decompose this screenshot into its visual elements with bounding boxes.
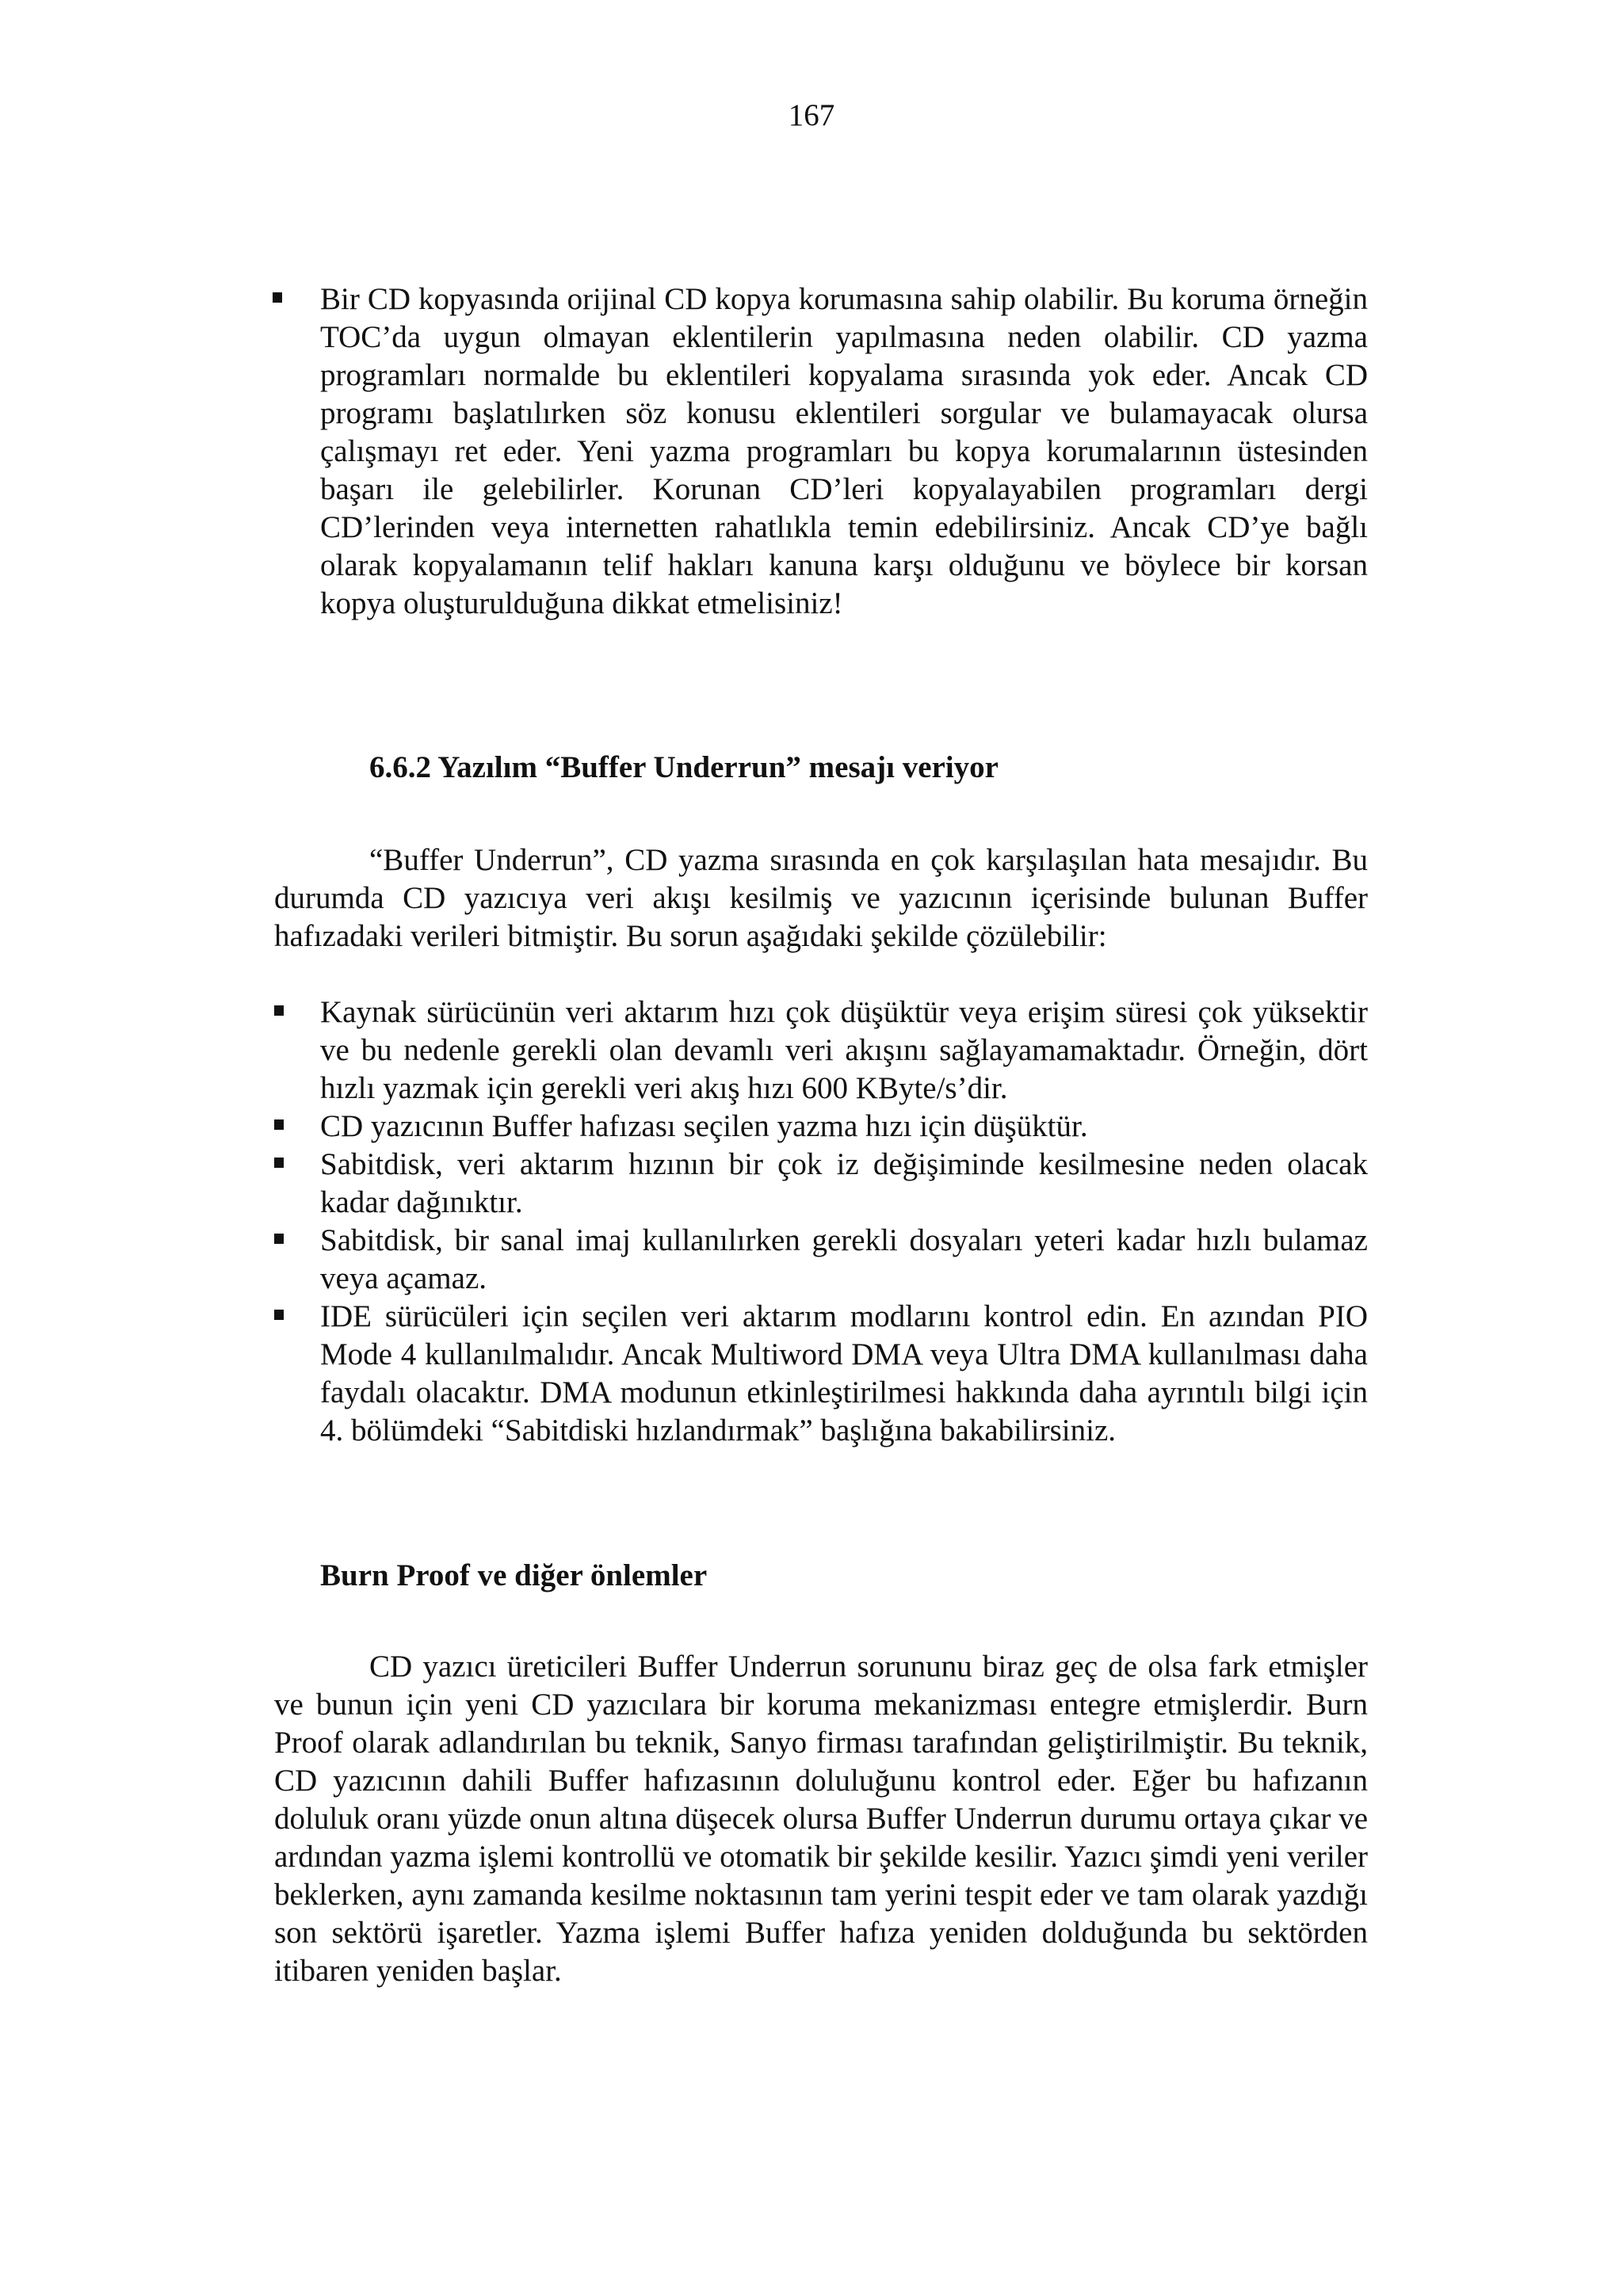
cause-text: Sabitdisk, veri aktarım hızının bir çok iz değişiminde kesilmesine neden olacak kadar dağınıktır.: [320, 1147, 1368, 1219]
page-number: 167: [788, 98, 835, 132]
bullet-icon: [274, 1310, 284, 1320]
bullet-icon: [274, 1234, 284, 1244]
cause-text: Sabitdisk, bir sanal imaj kullanılırken gerekli dosyaları yeteri kadar hızlı bulamaz veya açamaz.: [320, 1223, 1368, 1295]
bullet-icon: [274, 1119, 284, 1130]
cause-text: CD yazıcının Buffer hafızası seçilen yazma hızı için düşüktür.: [320, 1109, 1088, 1143]
list-item: [320, 1298, 1368, 1450]
bullet-icon: [273, 292, 282, 303]
causes-list: [320, 994, 1368, 1450]
section-heading: 6.6.2 Yazılım “Buffer Underrun” mesajı veriyor: [369, 750, 999, 784]
cause-text: IDE sürücüleri için seçilen veri aktarım modlarını kontrol edin. En azından PIO Mode 4 kullanılmalıdır. Ancak Multiword DMA veya Ultra DMA kullanılması daha faydalı olacaktır. DMA modunun etkinleştirilmesi hakkında daha ayrıntılı bilgi için 4. bölümdeki “Sabitdiski hızlandırmak” başlığına bakabilirsiniz.: [320, 1299, 1368, 1447]
section-paragraph-block: [274, 841, 1368, 955]
cause-text: Kaynak sürücünün veri aktarım hızı çok düşüktür veya erişim süresi çok yüksektir ve bu nedenle gerekli olan devamlı veri akışını sağlayamamaktadır. Örneğin, dört hızlı yazmak için gerekli veri akış hızı 600 KByte/s’dir.: [320, 995, 1368, 1105]
intro-bullet-block: [320, 280, 1368, 623]
bullet-icon: [274, 1158, 284, 1168]
list-item: [320, 1108, 1368, 1146]
section-paragraph: “Buffer Underrun”, CD yazma sırasında en çok karşılaşılan hata mesajıdır. Bu durumda CD yazıcıya veri akışı kesilmiş ve yazıcının içerisinde bulunan Buffer hafızadaki verileri bitmiştir. Bu sorun aşağıdaki şekilde çözülebilir:: [274, 843, 1368, 953]
bullet-icon: [274, 1005, 284, 1016]
intro-bullet-text: Bir CD kopyasında orijinal CD kopya korumasına sahip olabilir. Bu koruma örneğin TOC’da uygun olmayan eklentilerin yapılmasına neden olabilir. CD yazma programları normalde bu eklentileri kopyalama sırasında yok eder. Ancak CD programı başlatılırken söz konusu eklentileri sorgular ve bulamayacak olursa çalışmayı ret eder. Yeni yazma programları bu kopya korumalarının üstesinden başarı ile gelebilirler. Korunan CD’leri kopyalayabilen programları dergi CD’lerinden veya internetten rahatlıkla temin edebilirsiniz. Ancak CD’ye bağlı olarak kopyalamanın telif hakları kanuna karşı olduğunu ve böylece bir korsan kopya oluşturulduğuna dikkat etmelisiniz!: [320, 282, 1368, 620]
final-paragraph: CD yazıcı üreticileri Buffer Underrun sorununu biraz geç de olsa fark etmişler ve bunun için yeni CD yazıcılara bir koruma mekanizması entegre etmişlerdir. Burn Proof olarak adlandırılan bu teknik, Sanyo firması tarafından geliştirilmiştir. Bu teknik, CD yazıcının dahili Buffer hafızasının doluluğunu kontrol eder. Eğer bu hafızanın doluluk oranı yüzde onun altına düşecek olursa Buffer Underrun durumu ortaya çıkar ve ardından yazma işlemi kontrollü ve otomatik bir şekilde kesilir. Yazıcı şimdi yeni veriler beklerken, aynı zamanda kesilme noktasının tam yerini tespit eder ve tam olarak yazdığı son sektörü işaretler. Yazma işlemi Buffer hafıza yeniden dolduğunda bu sektörden itibaren yeniden başlar.: [274, 1650, 1368, 1988]
list-item: [320, 994, 1368, 1108]
list-item: [320, 1146, 1368, 1222]
list-item: [320, 1222, 1368, 1298]
subheading: Burn Proof ve diğer önlemler: [320, 1558, 708, 1592]
list-item: [320, 280, 1368, 623]
final-paragraph-block: [274, 1648, 1368, 1990]
